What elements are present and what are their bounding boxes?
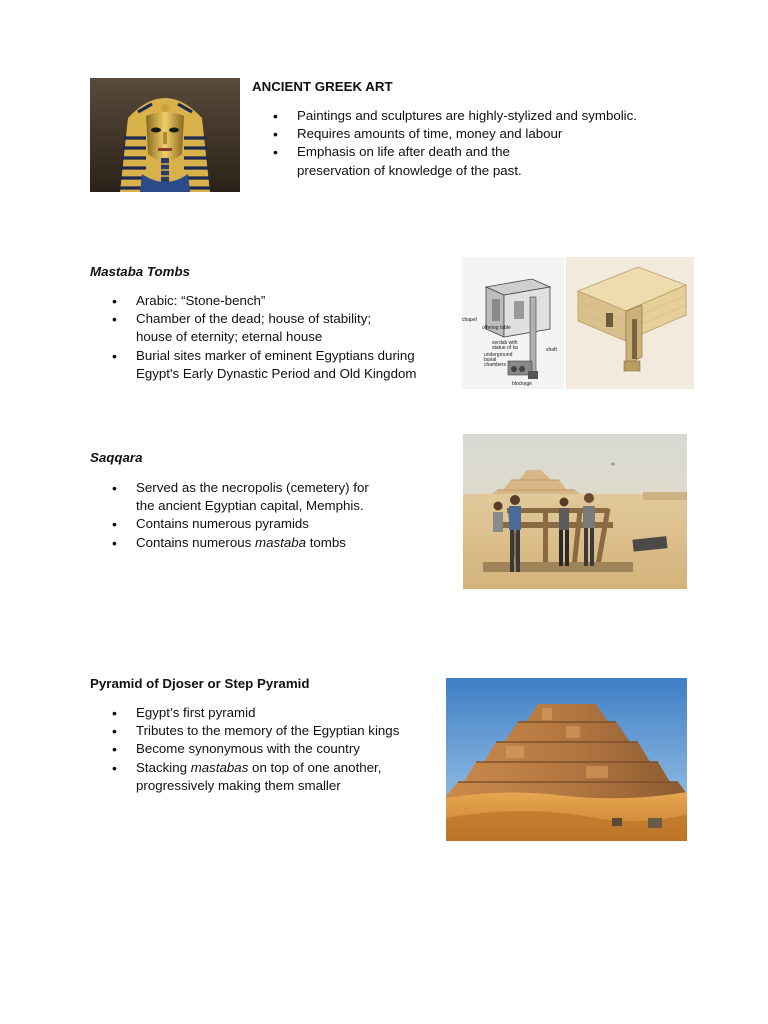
section2-bullet-list [136,292,466,383]
section-title-saqqara: Saqqara [90,450,143,465]
list-item: • Contains numerous mastaba tombs [136,534,446,552]
list-item: • Stacking mastabas on top of one another, progressively making them smaller [136,759,446,795]
list-item: • Burial sites marker of eminent Egyptians during Egypt's Early Dynastic Period and Old Kingdom [136,347,466,383]
saqqara-excavation-photo [463,434,687,589]
section3-bullet-list [136,479,446,552]
section-title-mastaba-tombs: Mastaba Tombs [90,264,190,279]
list-item: • Arabic: “Stone-bench” [136,292,466,310]
step-pyramid-photo [446,678,687,841]
list-item: • Emphasis on life after death and the preservation of knowledge of the past. [297,143,677,179]
diagram-label-serdab: serdab with statue of ka [492,340,518,351]
list-item: • Contains numerous pyramids [136,515,446,533]
list-item: • Tributes to the memory of the Egyptian kings [136,722,446,740]
mastaba-illustration-image [566,257,694,389]
list-item: • Paintings and sculptures are highly-stylized and symbolic. [297,107,677,125]
section-title-ancient-greek-art: ANCIENT GREEK ART [252,79,393,94]
list-item: • Egypt’s first pyramid [136,704,446,722]
list-item: • Requires amounts of time, money and labour [297,125,677,143]
section1-bullet-list [297,107,677,180]
diagram-label-burial-chambers: underground burial chambers [484,352,513,368]
list-item: • Chamber of the dead; house of stability; house of eternity; eternal house [136,310,466,346]
mastaba-cutaway-diagram [462,257,564,389]
diagram-label-chapel: chapel [462,317,477,323]
section4-bullet-list [136,704,446,795]
list-item: • Become synonymous with the country [136,740,446,758]
diagram-label-offering-table: offering table [482,325,511,331]
diagram-label-blockage: blockage [512,381,533,387]
section-title-pyramid-of-djoser: Pyramid of Djoser or Step Pyramid [90,676,310,691]
diagram-label-shaft: shaft [546,347,557,353]
funerary-mask-image [90,78,240,192]
list-item: • Served as the necropolis (cemetery) for the ancient Egyptian capital, Memphis. [136,479,446,515]
